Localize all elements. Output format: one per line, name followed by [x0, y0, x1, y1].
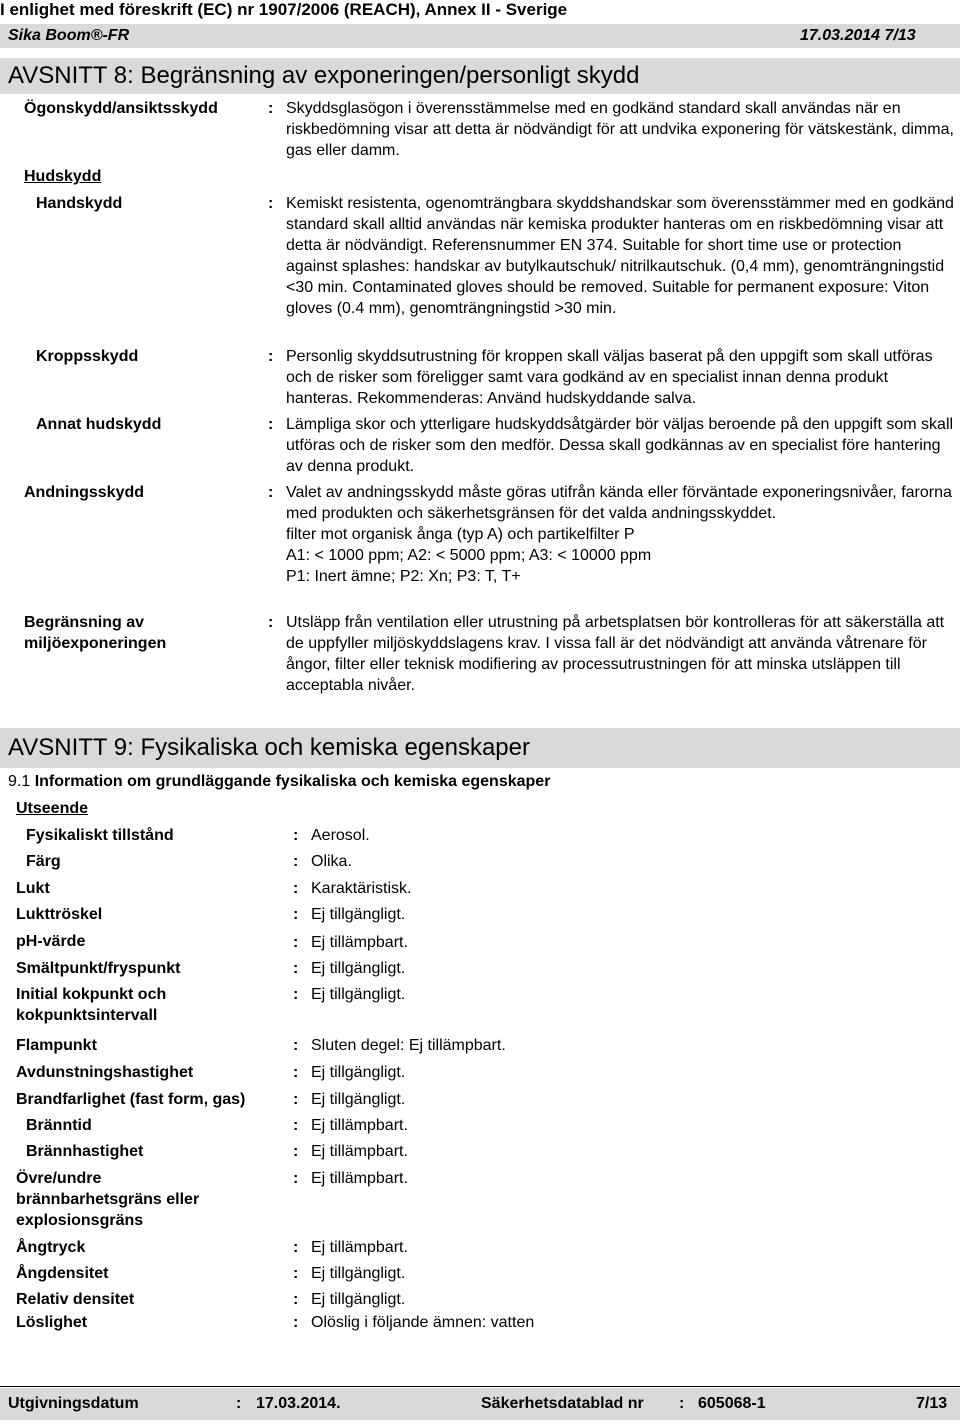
- regulation-title: I enlighet med föreskrift (EC) nr 1907/2006 (REACH), Annex II - Sverige: [0, 0, 568, 19]
- footer: [0, 1388, 960, 1420]
- colon: :: [293, 934, 299, 951]
- eye-protection-text: Skyddsglasögon i överensstämmelse med en godkänd standard skall användas när en riskbedömning visar att detta är nödvändigt för att undvika exponering för vätskestänk, dimma, gas eller damm.: [286, 100, 954, 159]
- eye-protection-label: Ögonskydd/ansiktsskydd: [24, 100, 218, 117]
- colon: :: [293, 1291, 299, 1308]
- section-9-title: AVSNITT 9: Fysikaliska och kemiska egenskaper: [8, 734, 530, 761]
- subsection-title: Information om grundläggande fysikaliska och kemiska egenskaper: [34, 773, 551, 790]
- vapor-density-value: Ej tillgängligt.: [311, 1265, 406, 1282]
- footer-rule: [0, 1386, 960, 1387]
- boiling-label-line-2: kokpunktsintervall: [16, 1007, 158, 1024]
- color-value: Olika.: [311, 853, 352, 870]
- other-skin-label: Annat hudskydd: [36, 416, 162, 433]
- relative-density-label: Relativ densitet: [16, 1291, 135, 1308]
- color-label: Färg: [26, 853, 61, 870]
- skin-protection-heading: Hudskydd: [24, 168, 102, 185]
- colon: :: [268, 195, 274, 212]
- colon: :: [293, 827, 299, 844]
- colon: :: [293, 1037, 299, 1054]
- explosive-label-line-1: Övre/undre: [16, 1170, 102, 1187]
- colon: :: [293, 1091, 299, 1108]
- flash-label: Flampunkt: [16, 1037, 97, 1054]
- explosive-label-line-3: explosionsgräns: [16, 1212, 144, 1229]
- sds-number-value: 605068-1: [698, 1395, 766, 1412]
- vapor-pressure-label: Ångtryck: [16, 1239, 86, 1256]
- solubility-label: Löslighet: [16, 1314, 88, 1331]
- state-value: Aerosol.: [311, 827, 370, 844]
- odor-threshold-label: Lukttröskel: [16, 906, 103, 923]
- respiratory-limits: A1: < 1000 ppm; A2: < 5000 ppm; A3: < 10000 ppm: [286, 547, 652, 564]
- env-exposure-text: Utsläpp från ventilation eller utrustning på arbetsplatsen bör kontrolleras för att säkerställa att de uppfyller miljöskyddslagens krav. I vissa fall är det nödvändigt att använda våtrenare för ångor, filter eller teknisk modifiering av processutrustningen för att minska utsläppen till acceptabla nivåer.: [286, 614, 945, 694]
- appearance-heading: Utseende: [16, 800, 89, 817]
- issue-date-label: Utgivningsdatum: [8, 1395, 139, 1412]
- colon: :: [293, 906, 299, 923]
- vapor-density-label: Ångdensitet: [16, 1265, 109, 1282]
- footer-colon: :: [236, 1395, 242, 1412]
- section-8-header: [0, 58, 960, 94]
- env-label-line-1: Begränsning av: [24, 614, 145, 631]
- boiling-label-line-1: Initial kokpunkt och: [16, 986, 167, 1003]
- odor-label: Lukt: [16, 880, 50, 897]
- respiratory-text: [286, 482, 956, 587]
- colon: :: [293, 1314, 299, 1331]
- hand-protection-label: Handskydd: [36, 195, 123, 212]
- product-bar: [0, 24, 960, 48]
- state-label: Fysikaliskt tillstånd: [26, 827, 174, 844]
- burn-time-value: Ej tillämpbart.: [311, 1117, 408, 1134]
- colon: :: [268, 484, 274, 501]
- env-label-line-2: miljöexponeringen: [24, 635, 167, 652]
- flash-value: Sluten degel: Ej tillämpbart.: [311, 1037, 506, 1054]
- env-exposure-label: [24, 612, 166, 654]
- relative-density-value: Ej tillgängligt.: [311, 1291, 406, 1308]
- burn-time-label: Bränntid: [26, 1117, 92, 1134]
- evap-value: Ej tillgängligt.: [311, 1064, 406, 1081]
- footer-colon: :: [679, 1395, 685, 1412]
- explosive-value: Ej tillämpbart.: [311, 1170, 408, 1187]
- explosive-label: [16, 1168, 199, 1231]
- subsection-9-1: [8, 773, 550, 791]
- sds-number-label: Säkerhetsdatablad nr: [481, 1395, 644, 1412]
- colon: :: [293, 960, 299, 977]
- colon: :: [293, 986, 299, 1003]
- colon: :: [293, 1117, 299, 1134]
- odor-value: Karaktäristisk.: [311, 880, 412, 897]
- respiratory-classes: P1: Inert ämne; P2: Xn; P3: T, T+: [286, 568, 521, 585]
- issue-date-value: 17.03.2014.: [256, 1395, 341, 1412]
- product-name: Sika Boom®-FR: [8, 27, 130, 44]
- colon: :: [268, 614, 274, 631]
- burn-rate-label: Brännhastighet: [26, 1143, 144, 1160]
- colon: :: [268, 100, 274, 117]
- odor-threshold-value: Ej tillgängligt.: [311, 906, 406, 923]
- footer-page: 7/13: [916, 1395, 948, 1412]
- section-9-header: [0, 728, 960, 768]
- other-skin-text: Lämpliga skor och ytterligare hudskyddsåtgärder bör väljas beroende på den uppgift som skall utföras och de risker som den medför. Dessa skall godkännas av en specialist före hantering av denna produkt.: [286, 416, 954, 475]
- colon: :: [268, 348, 274, 365]
- respiratory-main: Valet av andningsskydd måste göras utifrån kända eller förväntade exponeringsnivåer, farorna med produkten och säkerhetsgränsen för det valda andningsskyddet.: [286, 484, 952, 522]
- colon: :: [293, 1143, 299, 1160]
- hand-protection-text: Kemiskt resistenta, ogenomträngbara skyddshandskar som överensstämmer med en godkänd standard skall alltid användas när kemiska produkter hanteras om en riskbedömning visar att detta är nödvändigt. Referensnummer EN 374. Suitable for short time use or protection against splashes: handskar av butylkautschuk/ nitrilkautschuk. (0,4 mm), genomträngningstid <30 min. Contaminated gloves should be removed. Suitable for permanent exposure: Viton gloves (0.4 mm), genomträngningstid >30 min.: [286, 195, 954, 317]
- colon: :: [293, 853, 299, 870]
- vapor-pressure-value: Ej tillämpbart.: [311, 1239, 408, 1256]
- colon: :: [293, 1265, 299, 1282]
- flammability-value: Ej tillgängligt.: [311, 1091, 406, 1108]
- burn-rate-value: Ej tillämpbart.: [311, 1143, 408, 1160]
- flammability-label: Brandfarlighet (fast form, gas): [16, 1091, 246, 1108]
- respiratory-label: Andningsskydd: [24, 484, 145, 501]
- respiratory-filter: filter mot organisk ånga (typ A) och partikelfilter P: [286, 526, 635, 543]
- colon: :: [293, 880, 299, 897]
- boiling-value: Ej tillgängligt.: [311, 986, 406, 1003]
- body-protection-label: Kroppsskydd: [36, 348, 139, 365]
- evap-label: Avdunstningshastighet: [16, 1064, 194, 1081]
- colon: :: [268, 416, 274, 433]
- melting-label: Smältpunkt/fryspunkt: [16, 960, 181, 977]
- explosive-label-line-2: brännbarhetsgräns eller: [16, 1191, 200, 1208]
- body-protection-text: Personlig skyddsutrustning för kroppen skall väljas baserat på den uppgift som skall utföras och de risker som föreligger samt vara godkänd av en specialist innan denna produkt hanteras. Rekommenderas: Använd hudskyddande salva.: [286, 348, 933, 407]
- melting-value: Ej tillgängligt.: [311, 960, 406, 977]
- section-8-title: AVSNITT 8: Begränsning av exponeringen/personligt skydd: [8, 62, 640, 89]
- ph-label: pH-värde: [16, 933, 86, 950]
- solubility-value: Olöslig i följande ämnen: vatten: [311, 1314, 535, 1331]
- date-page: 17.03.2014 7/13: [800, 27, 916, 44]
- colon: :: [293, 1064, 299, 1081]
- subsection-number: 9.1: [8, 773, 31, 790]
- colon: :: [293, 1239, 299, 1256]
- ph-value: Ej tillämpbart.: [311, 934, 408, 951]
- boiling-label: [16, 984, 166, 1026]
- colon: :: [293, 1170, 299, 1187]
